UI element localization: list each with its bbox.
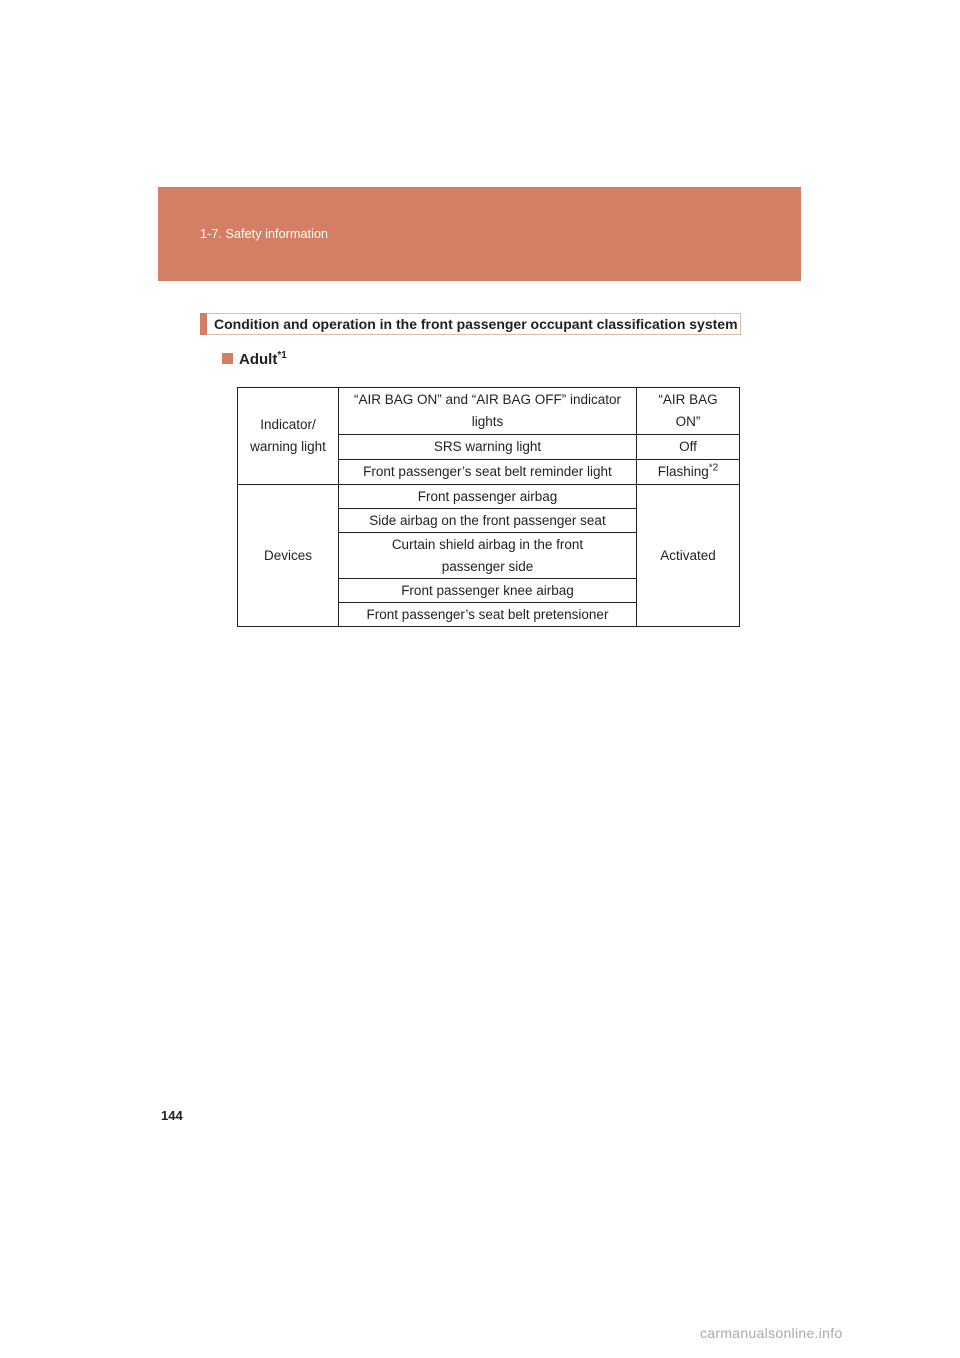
page-number: 144 [161, 1108, 183, 1123]
footnote-mark: *2 [708, 462, 719, 474]
occupant-classification-table [237, 387, 740, 627]
group-label-indicator: Indicator/ warning light [238, 388, 339, 485]
table-cell-value: Activated [637, 485, 740, 627]
section-title-text: Condition and operation in the front passenger occupant classification system [214, 316, 738, 332]
table-cell-item: Side airbag on the front passenger seat [339, 509, 637, 533]
table-row [238, 388, 740, 435]
subheading-label: Adult [239, 351, 278, 368]
table-cell-item: “AIR BAG ON” and “AIR BAG OFF” indicator lights [339, 388, 637, 435]
table-row [238, 485, 740, 509]
breadcrumb: 1-7. Safety information [200, 227, 329, 241]
table-cell-item: Curtain shield airbag in the front passenger side [339, 533, 637, 579]
table-cell-item: Front passenger’s seat belt pretensioner [339, 603, 637, 627]
footnote-mark: *1 [277, 350, 287, 361]
table-cell-value: Flashing$^{*2}$ [637, 460, 740, 485]
section-title [200, 313, 741, 335]
table-cell-item: SRS warning light [339, 435, 637, 460]
watermark: carmanualsonline.info [700, 1325, 843, 1341]
square-bullet-icon [222, 353, 233, 364]
header-band [158, 187, 801, 281]
table-cell-item: Front passenger’s seat belt reminder light [339, 460, 637, 485]
table-cell-item: Front passenger knee airbag [339, 579, 637, 603]
table-cell-value: Off [637, 435, 740, 460]
section-accent-bar [200, 313, 207, 335]
table-cell-item: Front passenger airbag [339, 485, 637, 509]
group-label-devices: Devices [238, 485, 339, 627]
subheading [222, 350, 287, 368]
table-cell-value: “AIR BAG ON” [637, 388, 740, 435]
